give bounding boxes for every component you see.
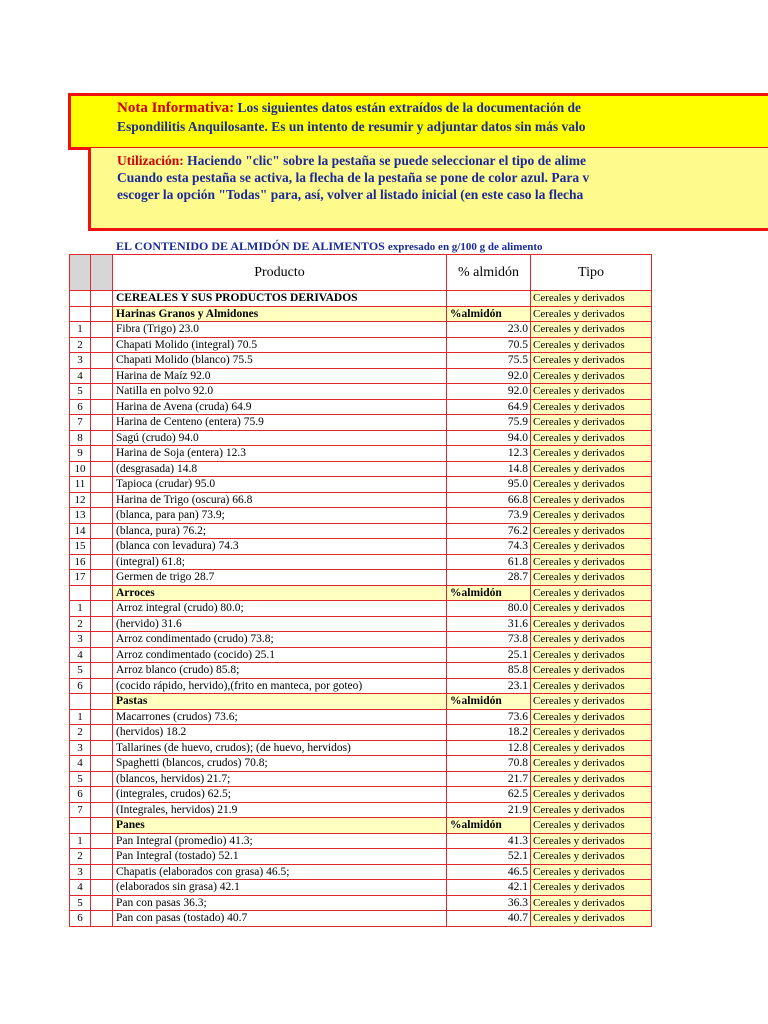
usage-line-1 (117, 153, 586, 169)
row-starch-value: 73.6 (447, 709, 531, 725)
row-type: Cereales y derivados (531, 756, 652, 772)
row-number: 17 (70, 570, 91, 586)
row-number: 6 (70, 787, 91, 803)
row-product: Chapatis (elaborados con grasa) 46.5; (113, 864, 447, 880)
row-type: Cereales y derivados (531, 895, 652, 911)
table-row (70, 415, 652, 431)
group-blank-cell (91, 694, 113, 710)
row-number: 13 (70, 508, 91, 524)
row-product: Arroz condimentado (crudo) 73.8; (113, 632, 447, 648)
row-blank-cell (91, 756, 113, 772)
row-number: 3 (70, 864, 91, 880)
row-type: Cereales y derivados (531, 353, 652, 369)
usage-label: Utilización: (117, 153, 184, 168)
row-number: 7 (70, 415, 91, 431)
table-row (70, 616, 652, 632)
row-blank-cell (91, 787, 113, 803)
table-row (70, 477, 652, 493)
table-row (70, 492, 652, 508)
group-type: Cereales y derivados (531, 306, 652, 322)
row-product: (Integrales, hervidos) 21.9 (113, 802, 447, 818)
table-row (70, 446, 652, 462)
group-label: Pastas (113, 694, 447, 710)
table-body (70, 291, 652, 927)
row-number: 6 (70, 678, 91, 694)
row-type: Cereales y derivados (531, 771, 652, 787)
row-starch-value: 18.2 (447, 725, 531, 741)
row-product: Chapati Molido (integral) 70.5 (113, 337, 447, 353)
table-row (70, 461, 652, 477)
group-blank-cell (91, 585, 113, 601)
row-blank-cell (91, 647, 113, 663)
row-type: Cereales y derivados (531, 446, 652, 462)
row-type: Cereales y derivados (531, 833, 652, 849)
usage-text-3: escoger la opción "Todas" para, así, volver al listado inicial (en este caso la flecha (117, 187, 584, 202)
group-type: Cereales y derivados (531, 818, 652, 834)
row-number: 3 (70, 632, 91, 648)
row-product: Germen de trigo 28.7 (113, 570, 447, 586)
row-blank-cell (91, 477, 113, 493)
row-number: 6 (70, 399, 91, 415)
usage-text-1: Haciendo "clic" sobre la pestaña se puede seleccionar el tipo de alime (187, 153, 586, 168)
table-row (70, 709, 652, 725)
table-row (70, 554, 652, 570)
row-blank-cell (91, 322, 113, 338)
row-type: Cereales y derivados (531, 709, 652, 725)
row-product: Pan Integral (tostado) 52.1 (113, 849, 447, 865)
row-blank-cell (91, 725, 113, 741)
table-row (70, 771, 652, 787)
row-starch-value: 70.8 (447, 756, 531, 772)
row-number: 5 (70, 771, 91, 787)
row-starch-value: 73.8 (447, 632, 531, 648)
table-row (70, 880, 652, 896)
group-number-cell (70, 306, 91, 322)
row-number: 11 (70, 477, 91, 493)
row-type: Cereales y derivados (531, 601, 652, 617)
row-type: Cereales y derivados (531, 632, 652, 648)
row-blank-cell (91, 709, 113, 725)
row-number: 1 (70, 322, 91, 338)
row-blank-cell (91, 523, 113, 539)
row-type: Cereales y derivados (531, 539, 652, 555)
informative-note-box (68, 93, 768, 150)
row-starch-value: 75.5 (447, 353, 531, 369)
table-row (70, 399, 652, 415)
row-product: Arroz condimentado (cocido) 25.1 (113, 647, 447, 663)
row-number: 5 (70, 384, 91, 400)
row-product: (integral) 61.8; (113, 554, 447, 570)
row-product: Harina de Centeno (entera) 75.9 (113, 415, 447, 431)
table-row (70, 647, 652, 663)
row-type: Cereales y derivados (531, 399, 652, 415)
table-row (70, 523, 652, 539)
row-number: 4 (70, 647, 91, 663)
usage-note-box (88, 148, 768, 231)
row-blank-cell (91, 601, 113, 617)
row-product: (hervidos) 18.2 (113, 725, 447, 741)
row-type: Cereales y derivados (531, 802, 652, 818)
filter-header-blank[interactable] (91, 255, 113, 291)
row-blank-cell (91, 880, 113, 896)
starch-table (69, 254, 652, 927)
row-blank-cell (91, 461, 113, 477)
row-starch-value: 95.0 (447, 477, 531, 493)
row-starch-value: 36.3 (447, 895, 531, 911)
row-type: Cereales y derivados (531, 384, 652, 400)
row-starch-value: 14.8 (447, 461, 531, 477)
table-row (70, 802, 652, 818)
row-starch-value: 70.5 (447, 337, 531, 353)
row-product: Spaghetti (blancos, crudos) 70.8; (113, 756, 447, 772)
table-header-row (70, 255, 652, 291)
type-column-header[interactable]: Tipo (531, 255, 652, 291)
section-label: CEREALES Y SUS PRODUCTOS DERIVADOS (113, 291, 447, 307)
row-number: 12 (70, 492, 91, 508)
table-row (70, 570, 652, 586)
group-starch-header: %almidón (447, 694, 531, 710)
row-starch-value: 21.7 (447, 771, 531, 787)
row-blank-cell (91, 864, 113, 880)
row-product: (cocido rápido, hervido),(frito en manteca, por goteo) (113, 678, 447, 694)
note-line-1 (117, 100, 581, 117)
row-product: Pan con pasas 36.3; (113, 895, 447, 911)
row-number: 3 (70, 353, 91, 369)
row-blank-cell (91, 802, 113, 818)
row-blank-cell (91, 399, 113, 415)
row-starch-value: 74.3 (447, 539, 531, 555)
row-type: Cereales y derivados (531, 911, 652, 927)
table-row (70, 508, 652, 524)
product-column-header[interactable]: Producto (113, 255, 447, 291)
row-starch-value: 80.0 (447, 601, 531, 617)
row-product: Arroz blanco (crudo) 85.8; (113, 663, 447, 679)
row-starch-value: 25.1 (447, 647, 531, 663)
row-product: (blancos, hervidos) 21.7; (113, 771, 447, 787)
group-blank-cell (91, 306, 113, 322)
row-number: 4 (70, 368, 91, 384)
row-type: Cereales y derivados (531, 616, 652, 632)
row-type: Cereales y derivados (531, 740, 652, 756)
row-starch-value: 46.5 (447, 864, 531, 880)
row-starch-value: 94.0 (447, 430, 531, 446)
row-starch-value: 42.1 (447, 880, 531, 896)
row-type: Cereales y derivados (531, 337, 652, 353)
table-title (116, 239, 543, 254)
row-product: Harina de Maíz 92.0 (113, 368, 447, 384)
row-type: Cereales y derivados (531, 647, 652, 663)
table-row (70, 756, 652, 772)
table-row (70, 833, 652, 849)
row-type: Cereales y derivados (531, 880, 652, 896)
row-starch-value: 62.5 (447, 787, 531, 803)
table-row (70, 740, 652, 756)
table-row (70, 539, 652, 555)
table-title-main: EL CONTENIDO DE ALMIDÓN DE ALIMENTOS (116, 239, 385, 253)
row-product: Natilla en polvo 92.0 (113, 384, 447, 400)
row-type: Cereales y derivados (531, 663, 652, 679)
row-number: 1 (70, 833, 91, 849)
table-row (70, 911, 652, 927)
row-blank-cell (91, 353, 113, 369)
row-type: Cereales y derivados (531, 725, 652, 741)
row-number: 2 (70, 849, 91, 865)
table-row (70, 895, 652, 911)
row-starch-value: 23.0 (447, 322, 531, 338)
table-row (70, 601, 652, 617)
table-title-sub: expresado en g/100 g de alimento (387, 241, 543, 253)
row-starch-value: 61.8 (447, 554, 531, 570)
row-starch-value: 85.8 (447, 663, 531, 679)
row-number: 6 (70, 911, 91, 927)
row-type: Cereales y derivados (531, 461, 652, 477)
row-blank-cell (91, 632, 113, 648)
row-blank-cell (91, 539, 113, 555)
row-product: Pan con pasas (tostado) 40.7 (113, 911, 447, 927)
row-type: Cereales y derivados (531, 322, 652, 338)
row-product: (hervido) 31.6 (113, 616, 447, 632)
table-row (70, 430, 652, 446)
row-blank-cell (91, 663, 113, 679)
row-starch-value: 76.2 (447, 523, 531, 539)
row-blank-cell (91, 492, 113, 508)
group-type: Cereales y derivados (531, 694, 652, 710)
row-number: 4 (70, 880, 91, 896)
row-starch-value: 12.8 (447, 740, 531, 756)
row-starch-value: 52.1 (447, 849, 531, 865)
row-type: Cereales y derivados (531, 570, 652, 586)
row-number: 15 (70, 539, 91, 555)
row-type: Cereales y derivados (531, 508, 652, 524)
group-label: Panes (113, 818, 447, 834)
row-starch-value: 73.9 (447, 508, 531, 524)
row-number: 2 (70, 725, 91, 741)
row-product: Arroz integral (crudo) 80.0; (113, 601, 447, 617)
row-type: Cereales y derivados (531, 787, 652, 803)
row-number: 1 (70, 709, 91, 725)
row-type: Cereales y derivados (531, 523, 652, 539)
table-row (70, 725, 652, 741)
row-type: Cereales y derivados (531, 678, 652, 694)
row-type: Cereales y derivados (531, 368, 652, 384)
row-starch-value: 66.8 (447, 492, 531, 508)
group-header-row (70, 694, 652, 710)
row-blank-cell (91, 740, 113, 756)
row-starch-value: 31.6 (447, 616, 531, 632)
row-starch-value: 12.3 (447, 446, 531, 462)
row-blank-cell (91, 616, 113, 632)
row-product: Harina de Soja (entera) 12.3 (113, 446, 447, 462)
row-product: Sagú (crudo) 94.0 (113, 430, 447, 446)
table-row (70, 368, 652, 384)
row-product: Tallarines (de huevo, crudos); (de huevo, hervidos) (113, 740, 447, 756)
note-text-1: Los siguientes datos están extraídos de la documentación de (237, 100, 581, 115)
table-row (70, 322, 652, 338)
row-type: Cereales y derivados (531, 864, 652, 880)
row-blank-cell (91, 911, 113, 927)
group-number-cell (70, 585, 91, 601)
row-product: Chapati Molido (blanco) 75.5 (113, 353, 447, 369)
table-row (70, 678, 652, 694)
row-starch-value: 64.9 (447, 399, 531, 415)
usage-text-2: Cuando esta pestaña se activa, la flecha de la pestaña se pone de color azul. Para v (117, 170, 590, 185)
row-product: (desgrasada) 14.8 (113, 461, 447, 477)
row-starch-value: 92.0 (447, 384, 531, 400)
row-starch-value: 23.1 (447, 678, 531, 694)
row-blank-cell (91, 895, 113, 911)
group-label: Arroces (113, 585, 447, 601)
row-number: 14 (70, 523, 91, 539)
row-blank-cell (91, 384, 113, 400)
row-number: 7 (70, 802, 91, 818)
row-number: 4 (70, 756, 91, 772)
row-blank-cell (91, 833, 113, 849)
row-type: Cereales y derivados (531, 849, 652, 865)
table-row (70, 864, 652, 880)
row-starch-value: 92.0 (447, 368, 531, 384)
row-product: Macarrones (crudos) 73.6; (113, 709, 447, 725)
row-number: 2 (70, 337, 91, 353)
row-number: 5 (70, 895, 91, 911)
section-row (70, 291, 652, 307)
row-blank-cell (91, 337, 113, 353)
group-number-cell (70, 818, 91, 834)
row-product: Fibra (Trigo) 23.0 (113, 322, 447, 338)
note-text-2: Espondilitis Anquilosante. Es un intento de resumir y adjuntar datos sin más valo (117, 119, 586, 134)
row-product: (blanca con levadura) 74.3 (113, 539, 447, 555)
row-product: (elaborados sin grasa) 42.1 (113, 880, 447, 896)
row-starch-value: 40.7 (447, 911, 531, 927)
row-product: (blanca, pura) 76.2; (113, 523, 447, 539)
group-header-row (70, 585, 652, 601)
row-product: Harina de Trigo (oscura) 66.8 (113, 492, 447, 508)
row-blank-cell (91, 508, 113, 524)
row-blank-cell (91, 849, 113, 865)
row-blank-cell (91, 771, 113, 787)
row-product: Tapioca (crudar) 95.0 (113, 477, 447, 493)
table-row (70, 632, 652, 648)
row-number: 8 (70, 430, 91, 446)
row-number: 9 (70, 446, 91, 462)
starch-column-header[interactable]: % almidón (447, 255, 531, 291)
section-number-cell (70, 291, 91, 307)
group-number-cell (70, 694, 91, 710)
row-starch-value: 75.9 (447, 415, 531, 431)
row-type: Cereales y derivados (531, 492, 652, 508)
row-type: Cereales y derivados (531, 554, 652, 570)
row-type: Cereales y derivados (531, 430, 652, 446)
section-starch-cell (447, 291, 531, 307)
row-blank-cell (91, 678, 113, 694)
note-label: Nota Informativa: (117, 100, 235, 116)
table-row (70, 337, 652, 353)
row-number: 2 (70, 616, 91, 632)
row-starch-value: 21.9 (447, 802, 531, 818)
row-blank-cell (91, 554, 113, 570)
table-row (70, 663, 652, 679)
row-product: Harina de Avena (cruda) 64.9 (113, 399, 447, 415)
filter-header-number[interactable] (70, 255, 91, 291)
row-blank-cell (91, 570, 113, 586)
section-type: Cereales y derivados (531, 291, 652, 307)
row-blank-cell (91, 415, 113, 431)
row-type: Cereales y derivados (531, 477, 652, 493)
section-blank-cell (91, 291, 113, 307)
table-row (70, 353, 652, 369)
group-starch-header: %almidón (447, 585, 531, 601)
group-blank-cell (91, 818, 113, 834)
row-starch-value: 41.3 (447, 833, 531, 849)
group-type: Cereales y derivados (531, 585, 652, 601)
row-product: Pan Integral (promedio) 41.3; (113, 833, 447, 849)
row-number: 3 (70, 740, 91, 756)
row-number: 5 (70, 663, 91, 679)
row-blank-cell (91, 430, 113, 446)
group-header-row (70, 306, 652, 322)
table-row (70, 849, 652, 865)
row-number: 1 (70, 601, 91, 617)
row-blank-cell (91, 446, 113, 462)
row-product: (integrales, crudos) 62.5; (113, 787, 447, 803)
row-number: 10 (70, 461, 91, 477)
group-header-row (70, 818, 652, 834)
row-blank-cell (91, 368, 113, 384)
group-starch-header: %almidón (447, 306, 531, 322)
row-product: (blanca, para pan) 73.9; (113, 508, 447, 524)
table-row (70, 384, 652, 400)
row-starch-value: 28.7 (447, 570, 531, 586)
table-row (70, 787, 652, 803)
group-label: Harinas Granos y Almidones (113, 306, 447, 322)
row-type: Cereales y derivados (531, 415, 652, 431)
row-number: 16 (70, 554, 91, 570)
group-starch-header: %almidón (447, 818, 531, 834)
